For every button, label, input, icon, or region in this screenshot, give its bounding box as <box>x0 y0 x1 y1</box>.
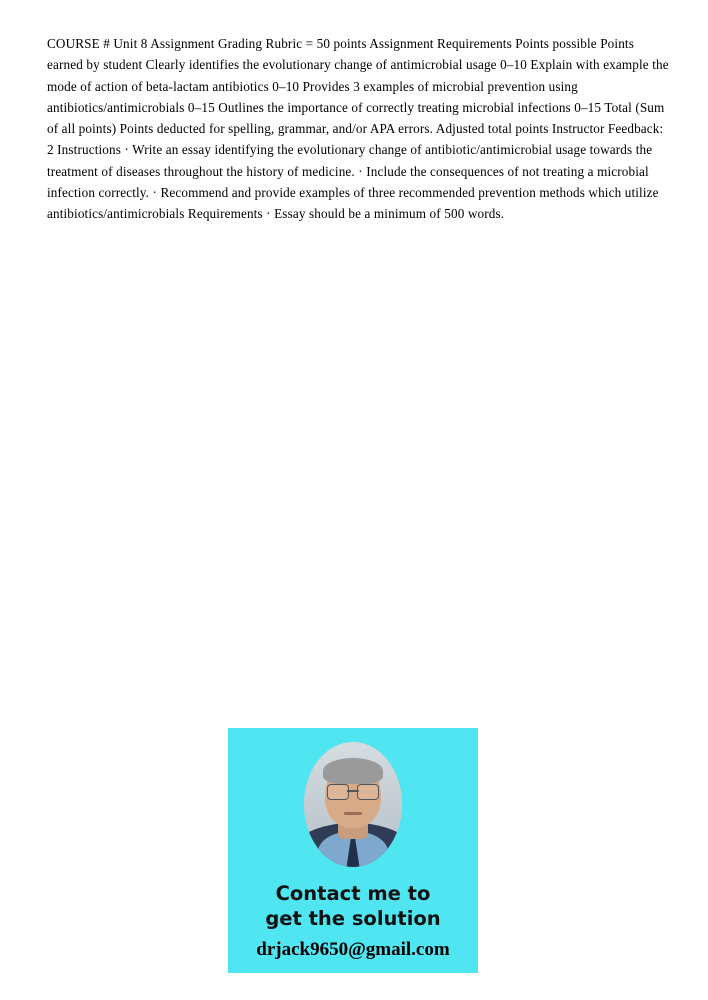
glasses-icon <box>327 784 379 798</box>
promo-headline-line1: Contact me to <box>275 882 431 905</box>
promo-headline-line2: get the solution <box>265 907 441 930</box>
avatar-mouth <box>344 812 362 815</box>
glasses-left-lens <box>327 784 349 800</box>
assignment-rubric-text: COURSE # Unit 8 Assignment Grading Rubric = 50 points Assignment Requirements Points possible Points earned by student Clearly identifies the evolutionary change of antimicrobial usage 0–10 Explain with example the mode of action of beta-lactam antibiotics 0–10 Provides 3 examples of microbial prevention using antibiotics/antimicrobials 0–15 Outlines the importance of correctly treating microbial infections 0–15 Total (Sum of all points) Points deducted for spelling, grammar, and/or APA errors. Adjusted total points Instructor Feedback: 2 Instructions · Write an essay identifying the evolutionary change of antibiotic/antimicrobial usage towards the treatment of diseases throughout the history of medicine. · Include the consequences of not treating a microbial infection correctly. · Recommend and provide examples of three recommended prevention methods which utilize antibiotics/antimicrobials Requirements · Essay should be a minimum of 500 words. <box>47 36 669 222</box>
promo-email-address[interactable]: drjack9650@gmail.com <box>256 939 450 960</box>
avatar-hair <box>323 758 383 784</box>
avatar <box>304 742 402 867</box>
promo-card <box>228 728 478 973</box>
glasses-right-lens <box>357 784 379 800</box>
